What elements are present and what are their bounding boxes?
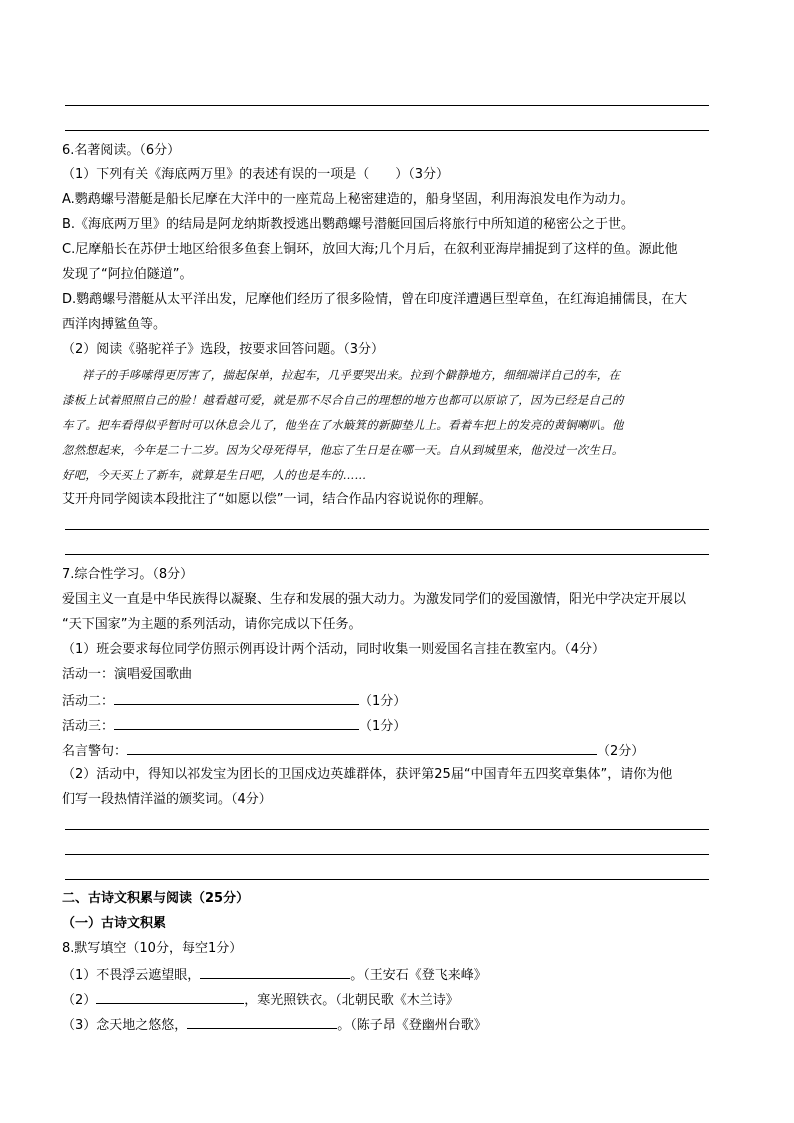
- q8-blank-1[interactable]: [200, 966, 350, 979]
- quote-row: [62, 742, 644, 760]
- activity-two-row: [62, 692, 406, 710]
- q8-line2: [62, 991, 459, 1009]
- answer-line[interactable]: [65, 554, 709, 555]
- q8-line1-prefix: （1）不畏浮云遮望眼，: [62, 968, 201, 983]
- q7-sub2-line2: 们写一段热情洋溢的颁奖词。（4分）: [62, 792, 272, 807]
- q6-sub1: （1）下列有关《海底两万里》的表述有误的一项是（ ）（3分）: [62, 167, 450, 182]
- q8-line2-suffix: ，寒光照铁衣。（北朝民歌《木兰诗》: [244, 993, 459, 1008]
- activity-three-label: 活动三：: [62, 719, 115, 734]
- q8-line3: [62, 1016, 487, 1034]
- section-two-part1: （一）古诗文积累: [62, 916, 167, 931]
- section-two-title: 二、古诗文积累与阅读（25分）: [62, 891, 250, 906]
- q8-line1: [62, 966, 487, 984]
- q7-sub2-line1: （2）活动中，得知以祁发宝为团长的卫国戍边英雄群体，获评第25届“中国青年五四奖章集体”，请你为他: [62, 767, 673, 782]
- activity-two-label: 活动二：: [62, 694, 115, 709]
- answer-line[interactable]: [65, 879, 709, 880]
- q6-sub2: （2）阅读《骆驼祥子》选段，按要求回答问题。（3分）: [62, 342, 385, 357]
- q6-option-d-line2: 西洋肉搏鲨鱼等。: [62, 317, 167, 332]
- activity-two-score: （1分）: [359, 694, 407, 709]
- q6-option-b: B.《海底两万里》的结局是阿龙纳斯教授逃出鹦鹉螺号潜艇回国后将旅行中所知道的秘密公之于世。: [62, 217, 635, 232]
- q6-option-c-line1: C.尼摩船长在苏伊士地区给很多鱼套上铜环，放回大海;几个月后，在叙利亚海岸捕捉到了这样的鱼。源此他: [62, 242, 678, 257]
- activity-three-score: （1分）: [359, 719, 407, 734]
- q7-intro-line1: 爱国主义一直是中华民族得以凝聚、生存和发展的强大动力。为激发同学们的爱国激情，阳光中学决定开展以: [62, 592, 687, 607]
- passage-line: 忽然想起来，今年是二十二岁。因为父母死得早，他忘了生日是在哪一天。自从到城里来，他没过一次生日。: [62, 443, 624, 457]
- answer-line[interactable]: [65, 829, 709, 830]
- answer-line[interactable]: [65, 529, 709, 530]
- quote-score: （2分）: [597, 744, 645, 759]
- activity-three-blank[interactable]: [114, 717, 359, 730]
- q8-blank-3[interactable]: [187, 1016, 337, 1029]
- activity-two-blank[interactable]: [114, 692, 359, 705]
- q6-title: 6.名著阅读。（6分）: [62, 143, 181, 158]
- q8-line2-prefix: （2）: [62, 993, 97, 1008]
- quote-label: 名言警句：: [62, 744, 128, 759]
- activity-three-row: [62, 717, 406, 735]
- q7-intro-line2: “天下国家”为主题的系列活动，请你完成以下任务。: [62, 617, 362, 632]
- q7-sub1: （1）班会要求每位同学仿照示例再设计两个活动，同时收集一则爱国名言挂在教室内。（4分）: [62, 642, 606, 657]
- answer-line: [65, 130, 709, 131]
- q8-title: 8.默写填空（10分，每空1分）: [62, 941, 243, 956]
- answer-line: [65, 105, 709, 106]
- passage-line: 车了。把车看得似乎暂时可以休息会儿了，他坐在了水簸箕的新脚垫儿上。看着车把上的发亮的黄铜喇叭。他: [62, 418, 624, 432]
- q6-option-a: A.鹦鹉螺号潜艇是船长尼摩在大洋中的一座荒岛上秘密建造的，船身坚固，利用海浪发电作为动力。: [62, 192, 634, 207]
- quote-blank[interactable]: [127, 742, 597, 755]
- activity-one: 活动一：演唱爱国歌曲: [62, 667, 193, 682]
- passage-line: 好吧，今天买上了新车，就算是生日吧，人的也是车的……: [62, 468, 367, 482]
- q7-title: 7.综合性学习。（8分）: [62, 567, 194, 582]
- q8-blank-2[interactable]: [96, 991, 244, 1004]
- answer-line[interactable]: [65, 854, 709, 855]
- q8-line1-suffix: 。（王安石《登飞来峰》: [350, 968, 487, 983]
- q6-option-d-line1: D.鹦鹉螺号潜艇从太平洋出发，尼摩他们经历了很多险情，曾在印度洋遭遇巨型章鱼，在红海追捕儒艮，在大: [62, 292, 688, 307]
- q6-option-c-line2: 发现了“阿拉伯隧道”。: [62, 267, 193, 282]
- q8-line3-prefix: （3）念天地之悠悠，: [62, 1018, 188, 1033]
- q8-line3-suffix: 。（陈子昂《登幽州台歌》: [337, 1018, 487, 1033]
- q6-question: 艾开舟同学阅读本段批注了“如愿以偿”一词，结合作品内容说说你的理解。: [62, 492, 492, 507]
- passage-line: 漆板上试着照照自己的脸！越看越可爱，就是那不尽合自己的理想的地方也都可以原谅了，因为已经是自己的: [62, 393, 624, 407]
- passage-line: 祥子的手哆嗦得更厉害了，揣起保单，拉起车，几乎要哭出来。拉到个僻静地方，细细端详自己的车，在: [82, 368, 621, 382]
